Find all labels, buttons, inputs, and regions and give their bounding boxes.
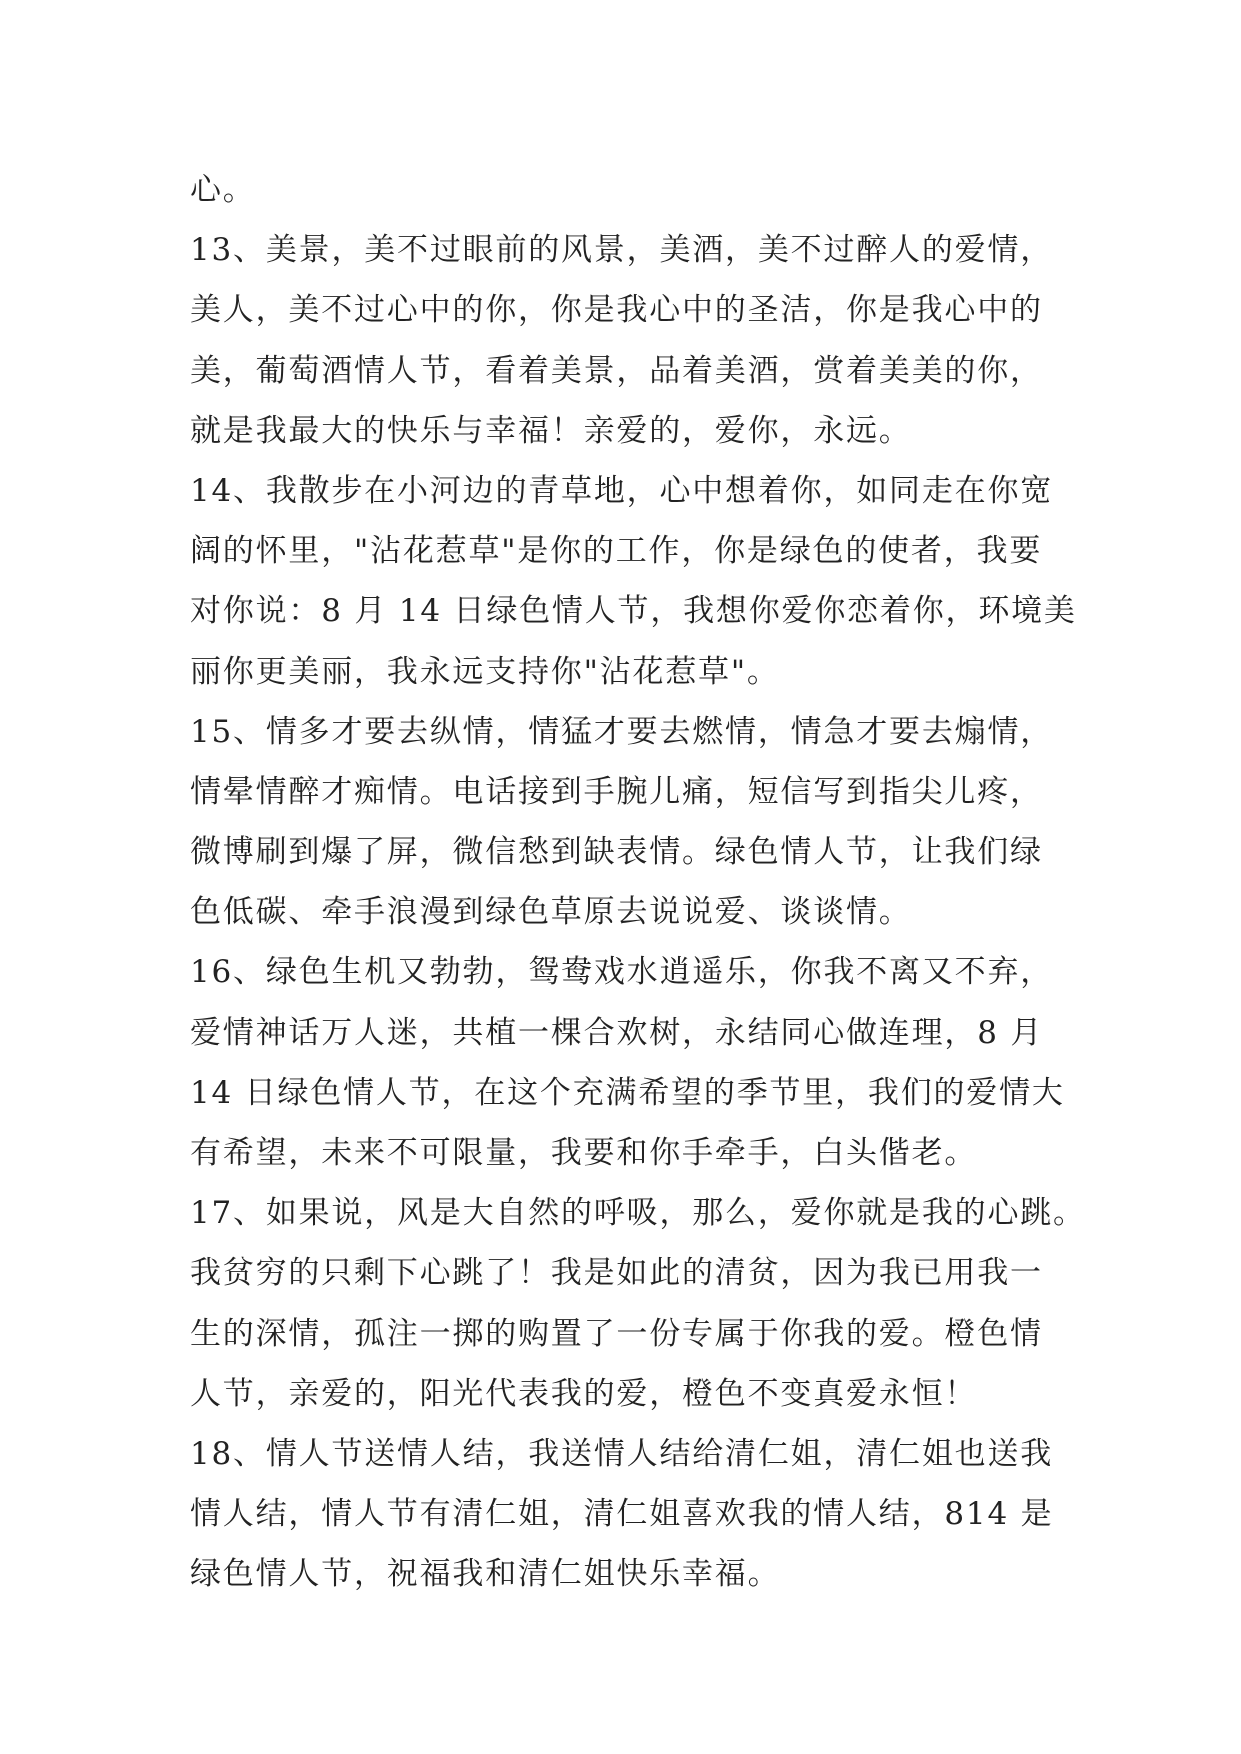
text-line: 情晕情醉才痴情。电话接到手腕儿痛，短信写到指尖儿疼， bbox=[190, 773, 1043, 810]
text-line: 心。 bbox=[190, 172, 256, 208]
text-line: 微博刷到爆了屏，微信愁到缺表情。绿色情人节，让我们绿 bbox=[190, 834, 1043, 871]
text-line: 对你说：8 月 14 日绿色情人节，我想你爱你恋着你，环境美 bbox=[190, 593, 1077, 630]
text-line: 色低碳、牵手浪漫到绿色草原去说说爱、谈谈情。 bbox=[190, 894, 912, 931]
text-line: 美人，美不过心中的你，你是我心中的圣洁，你是我心中的 bbox=[190, 292, 1043, 329]
text-line: 18、情人节送情人结，我送情人结给清仁姐，清仁姐也送我 bbox=[190, 1435, 1054, 1472]
text-line: 阔的怀里，"沾花惹草"是你的工作，你是绿色的使者，我要 bbox=[190, 533, 1043, 570]
text-line: 就是我最大的快乐与幸福！亲爱的，爱你，永远。 bbox=[190, 412, 912, 449]
text-line: 情人结，情人节有清仁姐，清仁姐喜欢我的情人结，814 是 bbox=[190, 1496, 1054, 1533]
text-line: 16、绿色生机又勃勃，鸳鸯戏水逍遥乐，你我不离又不弃， bbox=[190, 954, 1054, 991]
text-line: 绿色情人节，祝福我和清仁姐快乐幸福。 bbox=[190, 1556, 781, 1593]
text-line: 美，葡萄酒情人节，看着美景，品着美酒，赏着美美的你， bbox=[190, 352, 1043, 389]
text-line: 有希望，未来不可限量，我要和你手牵手，白头偕老。 bbox=[190, 1135, 978, 1171]
text-line: 13、美景，美不过眼前的风景，美酒，美不过醉人的爱情， bbox=[190, 232, 1054, 269]
text-line: 生的深情，孤注一掷的购置了一份专属于你我的爱。橙色情 bbox=[190, 1315, 1043, 1352]
document-body bbox=[190, 160, 1086, 1605]
text-line: 丽你更美丽，我永远支持你"沾花惹草"。 bbox=[190, 653, 780, 690]
text-line: 14、我散步在小河边的青草地，心中想着你，如同走在你宽 bbox=[190, 472, 1054, 509]
text-line: 爱情神话万人迷，共植一棵合欢树，永结同心做连理，8 月 bbox=[190, 1014, 1044, 1051]
text-line: 我贫穷的只剩下心跳了！我是如此的清贫，因为我已用我一 bbox=[190, 1255, 1043, 1292]
text-line: 17、如果说，风是大自然的呼吸，那么，爱你就是我的心跳。 bbox=[190, 1195, 1086, 1232]
text-line: 14 日绿色情人节，在这个充满希望的季节里，我们的爱情大 bbox=[190, 1074, 1065, 1111]
text-line: 15、情多才要去纵情，情猛才要去燃情，情急才要去煽情， bbox=[190, 713, 1054, 750]
text-line: 人节，亲爱的，阳光代表我的爱，橙色不变真爱永恒！ bbox=[190, 1375, 978, 1412]
